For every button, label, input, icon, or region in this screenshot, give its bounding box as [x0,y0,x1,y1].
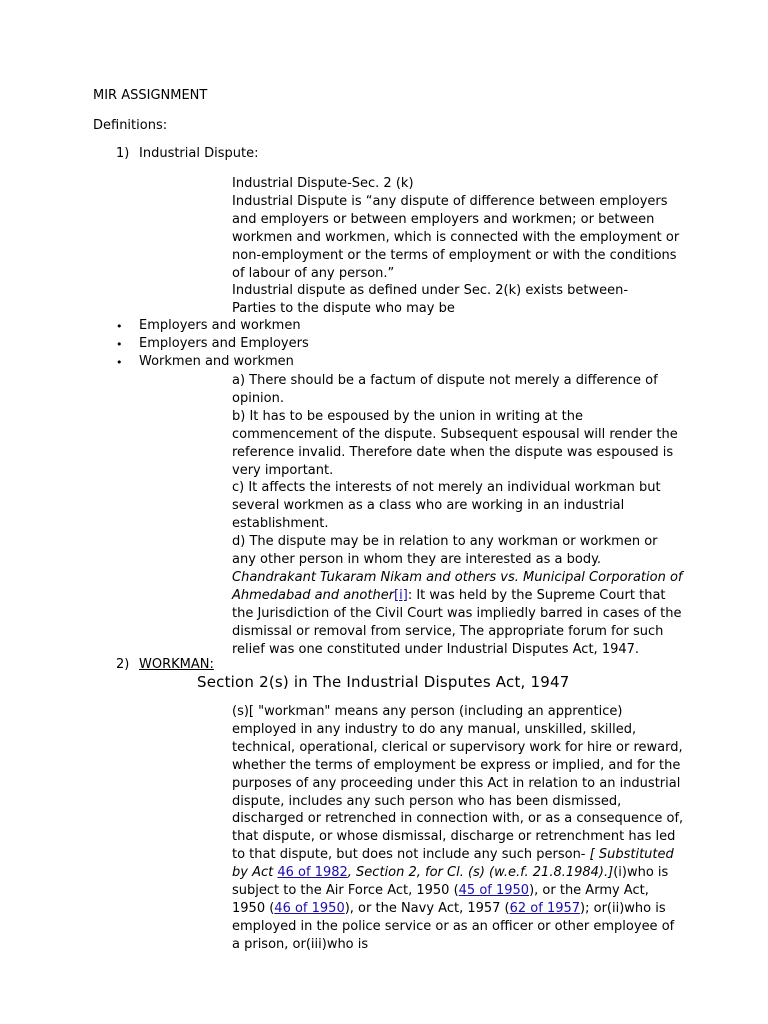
case-text: : It was held by the Supreme Court that the Jurisdiction of the Civil Court was impliedly barred in cases of the dismissal or removal from service, The appropriate forum for such relief was one constituted under Industrial Disputes Act, 1947. [232,587,682,657]
definition-paragraph [232,175,684,318]
act-link-46-1950[interactable]: 46 of 1950 [274,900,345,916]
act-link-46-1982[interactable]: 46 of 1982 [277,865,348,881]
act-link-62-1957[interactable]: 62 of 1957 [509,900,581,916]
condition-b: b) It has to be espoused by the union in writing at the commencement of the dispute. Subsequent espousal will render the reference invalid. Therefore date when the dispute was espoused is very important. [232,408,678,478]
footnote-link[interactable]: [i] [394,587,408,603]
act-link-45-1950[interactable]: 45 of 1950 [458,883,530,899]
condition-d: d) The dispute may be in relation to any workman or workmen or any other person in whom they are interested as a body. [232,534,658,568]
section-heading-industrial-dispute: Industrial Dispute: [139,146,259,161]
clause-text: ); or(ii)who is employed in the police service or as an officer or other employee of a prison, or(iii)who is [232,900,675,952]
workman-paragraph [232,703,684,954]
clause-text: ), or the Army Act, 1950 ( [232,883,649,916]
bullet-icon: • [116,320,123,333]
bullet-item: Workmen and workmen [139,354,294,369]
bullet-icon: • [116,338,123,351]
bullet-item: Employers and Employers [139,336,309,351]
document-title: MIR ASSIGNMENT [93,88,208,103]
list-number-2: 2) [116,657,130,672]
case-name: Chandrakant Tukaram Nikam and others vs. Municipal Corporation of Ahmedabad and another [232,569,683,603]
definition-text: (s)[ "workman" means any person (including an apprentice) employed in any industry to do any manual, unskilled, skilled, technical, operational, clerical or supervisory work for hire or reward, whether the terms of employment be express or implied, and for the purposes of any proceeding under this Act in relation to an industrial dispute, includes any such person who has been dismissed, discharged or retrenched in connection with, or as a consequence of, that dispute, or whose dismissal, discharge or retrenchment has led to that dispute, but does not include any such person- [232,704,684,863]
clause-text: ), or the Navy Act, 1957 ( [344,900,510,916]
condition-c: c) It affects the interests of not merely an individual workman but several workmen as a class who are working in an industrial establishment. [232,480,661,532]
clause-text: (i)who is subject to the Air Force Act, 1950 ( [232,865,669,899]
amendment-note-end: , Section 2, for Cl. (s) (w.e.f. 21.8.1984).] [347,865,614,881]
condition-a: a) There should be a factum of dispute not merely a difference of opinion. [232,373,658,406]
list-number-1: 1) [116,146,130,161]
workman-definition [232,703,684,954]
bullet-item: Employers and workmen [139,318,301,333]
paragraph-line: Parties to the dispute who may be [232,301,455,317]
paragraph-line: Industrial Dispute-Sec. 2 (k) [232,176,414,191]
paragraph-line: Industrial dispute as defined under Sec. 2(k) exists between- [232,283,629,299]
paragraph-line: Industrial Dispute is “any dispute of difference between employers and employers or between employers and workmen; or between workmen and workmen, which is connected with the employment or non-employment or the terms of employment or with the conditions of labour of any person.” [232,193,680,281]
definitions-label: Definitions: [93,118,168,133]
dispute-conditions [232,372,684,659]
bullet-icon: • [116,356,123,369]
amendment-note: [ Substituted by Act [232,847,674,881]
case-paragraph [232,569,684,659]
section-subheading: Section 2(s) in The Industrial Disputes Act, 1947 [197,673,570,691]
section-heading-workman: WORKMAN: [139,657,214,672]
